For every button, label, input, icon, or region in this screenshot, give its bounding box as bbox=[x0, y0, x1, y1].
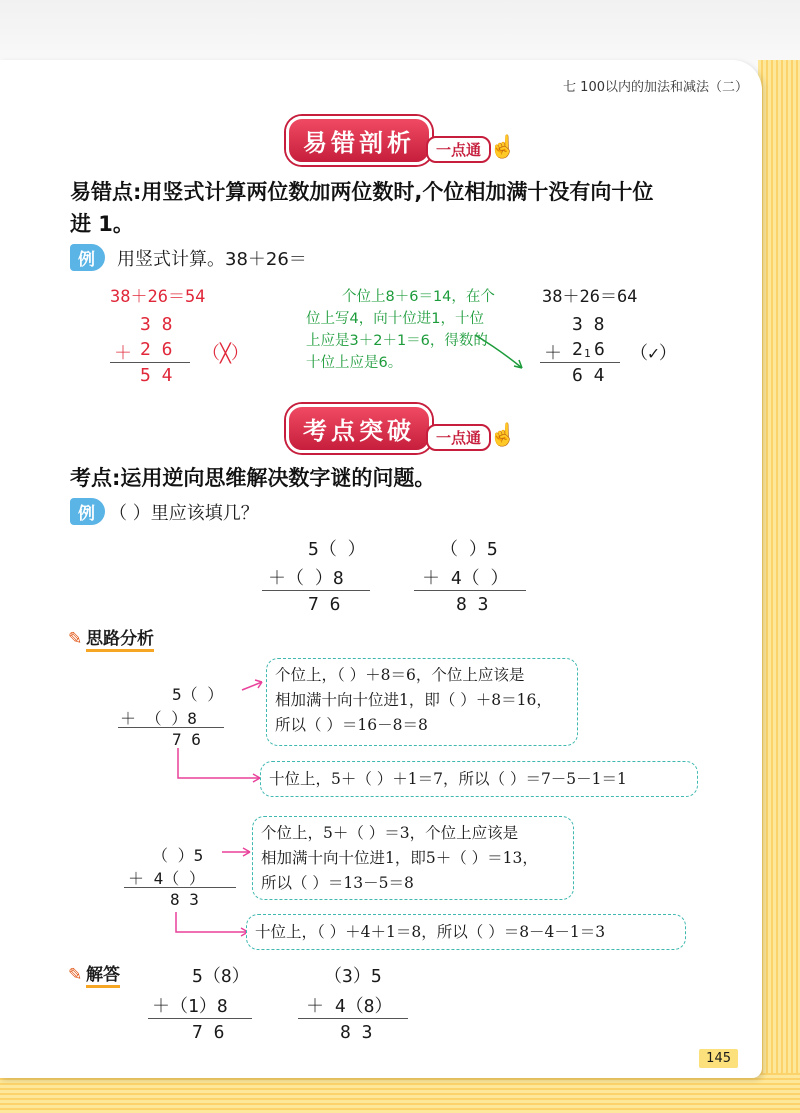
section-badge-mistakes bbox=[286, 116, 516, 165]
section-badge-breakthrough bbox=[286, 404, 516, 453]
note-arrow-icon bbox=[470, 330, 530, 375]
mistake-heading-line1: 易错点:用竖式计算两位数加两位数时,个位相加满十没有向十位 bbox=[70, 180, 654, 204]
right-addend-ones: 6 bbox=[594, 339, 605, 360]
answer2-top: （3）5 bbox=[324, 966, 382, 987]
puzzle2-mid: ＋ 4（ ） bbox=[422, 568, 509, 589]
arrow-to-box4 bbox=[176, 912, 248, 932]
right-mark: （✓） bbox=[630, 343, 677, 364]
note-line: 上应是3＋2＋1＝6，得数的 bbox=[306, 333, 488, 349]
chapter-header: 七 100以内的加法和减法（二） bbox=[563, 80, 748, 95]
pencil-icon: ✎ bbox=[68, 965, 83, 985]
puzzle2-rule bbox=[414, 590, 526, 591]
answer2-bottom: 8 3 bbox=[340, 1022, 373, 1043]
analysis2-top: （ ）5 bbox=[152, 846, 204, 865]
analysis1-mid: ＋ （ ）8 bbox=[120, 709, 197, 728]
correction-note bbox=[306, 286, 495, 374]
wrong-addend: 2 6 bbox=[140, 339, 173, 360]
analysis-title: 思路分析 bbox=[86, 629, 154, 652]
pointing-hand-icon: ☝ bbox=[489, 135, 517, 160]
box-line: 所以（ ）＝16－8＝8 bbox=[275, 716, 428, 734]
carry-digit: 1 bbox=[584, 347, 591, 360]
analysis-heading bbox=[68, 624, 154, 649]
mistake-heading-line2: 进 1。 bbox=[70, 212, 134, 236]
reasoning-box-4: 十位上，（ ）＋4＋1＝8，所以（ ）＝8－4－1＝3 bbox=[246, 914, 686, 950]
wrong-result: 5 4 bbox=[140, 365, 173, 386]
analysis2-mid: ＋ 4（ ） bbox=[128, 869, 205, 888]
answer-title: 解答 bbox=[86, 965, 120, 988]
wrong-top: 3 8 bbox=[140, 314, 173, 335]
page-number: 145 bbox=[699, 1049, 738, 1068]
example-tag: 例 bbox=[70, 498, 105, 525]
answer1-top: 5（8） bbox=[192, 966, 250, 987]
wrong-equation: 38＋26＝54 bbox=[110, 287, 206, 307]
badge-subtitle: 一点通 bbox=[426, 136, 491, 163]
analysis1-arrows bbox=[170, 660, 270, 790]
right-equation: 38＋26＝64 bbox=[542, 287, 638, 307]
box-line: 相加满十向十位进1，即5＋（ ）＝13， bbox=[261, 849, 538, 867]
puzzle1-top: 5（ ） bbox=[308, 539, 366, 560]
note-line: 十位上应是6。 bbox=[306, 355, 403, 371]
answer2-rule bbox=[298, 1018, 408, 1019]
example-row-1 bbox=[70, 244, 307, 271]
arrow-to-box2 bbox=[178, 748, 260, 778]
box-line: 个位上，5＋（ ）＝3，个位上应该是 bbox=[261, 824, 519, 842]
puzzle1-bottom: 7 6 bbox=[308, 594, 341, 615]
puzzle1-mid: ＋（ ）8 bbox=[268, 568, 344, 589]
analysis1-top: 5（ ） bbox=[172, 685, 224, 704]
box-line: 相加满十向十位进1，即（ ）＋8＝16， bbox=[275, 691, 552, 709]
right-result: 6 4 bbox=[572, 365, 605, 386]
badge-title: 易错剖析 bbox=[286, 116, 432, 165]
example-row-2 bbox=[70, 498, 259, 525]
box-line: 个位上，（ ）＋8＝6，个位上应该是 bbox=[275, 666, 525, 684]
answer-heading bbox=[68, 960, 120, 985]
right-addend-tens: 2 bbox=[572, 339, 583, 360]
puzzle1-rule bbox=[262, 590, 370, 591]
right-top: 3 8 bbox=[572, 314, 605, 335]
keypoint-heading: 考点:运用逆向思维解决数字谜的问题。 bbox=[70, 466, 436, 490]
reasoning-box-1 bbox=[266, 658, 578, 746]
pencil-icon: ✎ bbox=[68, 629, 83, 649]
note-line: 个位上8＋6＝14，在个 bbox=[342, 289, 495, 305]
puzzle2-top: （ ）5 bbox=[440, 539, 498, 560]
example-text: （ ）里应该填几？ bbox=[109, 502, 259, 524]
example-tag: 例 bbox=[70, 244, 105, 271]
wrong-plus: ＋ bbox=[114, 343, 132, 364]
answer2-mid: ＋ 4（8） bbox=[306, 996, 393, 1017]
puzzle2-bottom: 8 3 bbox=[456, 594, 489, 615]
wrong-mark: （╳） bbox=[202, 343, 249, 364]
box-line: 所以（ ）＝13－5＝8 bbox=[261, 874, 414, 892]
badge-subtitle: 一点通 bbox=[426, 424, 491, 451]
book-edge-right bbox=[758, 60, 800, 1113]
badge-title: 考点突破 bbox=[286, 404, 432, 453]
answer1-bottom: 7 6 bbox=[192, 1022, 225, 1043]
reasoning-box-3 bbox=[252, 816, 574, 900]
example-text: 用竖式计算。38＋26＝ bbox=[117, 248, 307, 270]
wrong-rule bbox=[110, 362, 190, 363]
book-edge-bottom bbox=[0, 1073, 800, 1113]
pointing-hand-icon: ☝ bbox=[489, 423, 517, 448]
reasoning-box-2: 十位上，5＋（ ）＋1＝7，所以（ ）＝7－5－1＝1 bbox=[260, 761, 698, 797]
answer1-mid: ＋（1）8 bbox=[152, 996, 228, 1017]
analysis2-bottom: 8 3 bbox=[170, 890, 199, 909]
right-rule bbox=[540, 362, 620, 363]
analysis1-bottom: 7 6 bbox=[172, 730, 201, 749]
note-line: 位上写4，向十位进1，十位 bbox=[306, 311, 484, 327]
answer1-rule bbox=[148, 1018, 252, 1019]
right-plus: ＋ bbox=[544, 343, 562, 364]
